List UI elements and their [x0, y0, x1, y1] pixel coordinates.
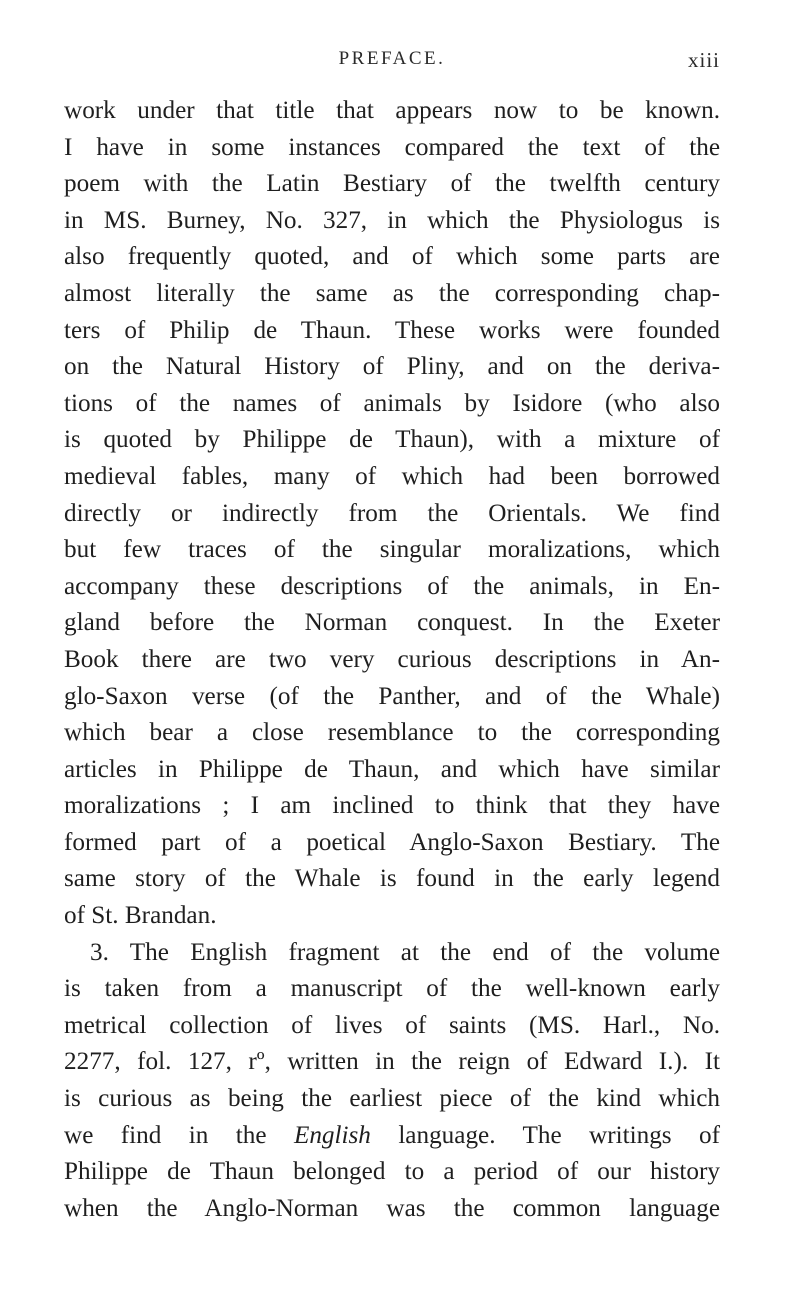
text-line: glo-Saxon verse (of the Panther, and of the Whale): [64, 682, 720, 710]
text-line: tions of the names of animals by Isidore (who also: [64, 389, 720, 417]
text-line: moralizations ; I am inclined to think that they have: [64, 792, 720, 820]
text-line: metrical collection of lives of saints (MS. Harl., No.: [64, 1011, 720, 1039]
text-line: [64, 1118, 720, 1155]
text-line: which bear a close resemblance to the corresponding: [64, 719, 720, 747]
text-line: is curious as being the earliest piece of the kind which: [64, 1085, 720, 1113]
text-line: accompany these descriptions of the animals, in En-: [64, 572, 720, 600]
text-line: gland before the Norman conquest. In the Exeter: [64, 609, 720, 637]
text-line: articles in Philippe de Thaun, and which have similar: [64, 755, 720, 783]
text-line: 2277, fol. 127, rº, written in the reign of Edward I.). It: [64, 1048, 720, 1076]
paragraph-start-line: 3. The English fragment at the end of the volume: [90, 938, 720, 966]
text-line: is quoted by Philippe de Thaun), with a mixture of: [64, 426, 720, 454]
paragraph-end-line: of St. Brandan.: [64, 902, 217, 930]
text-line: directly or indirectly from the Orientals. We find: [64, 499, 720, 527]
text-line: on the Natural History of Pliny, and on the deriva-: [64, 353, 720, 381]
text-line: Book there are two very curious descriptions in An-: [64, 645, 720, 673]
text-line: almost literally the same as the corresponding chap-: [64, 279, 720, 307]
text-segment: language. The writings of: [370, 1121, 720, 1149]
page-header: [64, 48, 720, 78]
body-text: [64, 93, 720, 1227]
text-segment: we find in the: [64, 1121, 294, 1149]
running-head: PREFACE.: [338, 48, 446, 69]
text-line: in MS. Burney, No. 327, in which the Physiologus is: [64, 206, 720, 234]
text-line: also frequently quoted, and of which some parts are: [64, 243, 720, 271]
text-line: poem with the Latin Bestiary of the twelfth century: [64, 170, 720, 198]
text-line: is taken from a manuscript of the well-known early: [64, 975, 720, 1003]
italic-word: English: [293, 1121, 371, 1149]
text-line: Philippe de Thaun belonged to a period of our history: [64, 1158, 720, 1186]
page-number: xiii: [687, 48, 720, 72]
text-line: medieval fables, many of which had been borrowed: [64, 462, 720, 490]
text-line: formed part of a poetical Anglo-Saxon Bestiary. The: [64, 828, 720, 856]
text-line: work under that title that appears now to be known.: [64, 97, 720, 124]
text-line: I have in some instances compared the text of the: [64, 133, 720, 161]
text-line: same story of the Whale is found in the early legend: [64, 865, 720, 893]
text-line: when the Anglo-Norman was the common language: [64, 1194, 720, 1222]
text-line: but few traces of the singular moralizations, which: [64, 536, 720, 564]
text-line: ters of Philip de Thaun. These works were founded: [64, 316, 720, 344]
